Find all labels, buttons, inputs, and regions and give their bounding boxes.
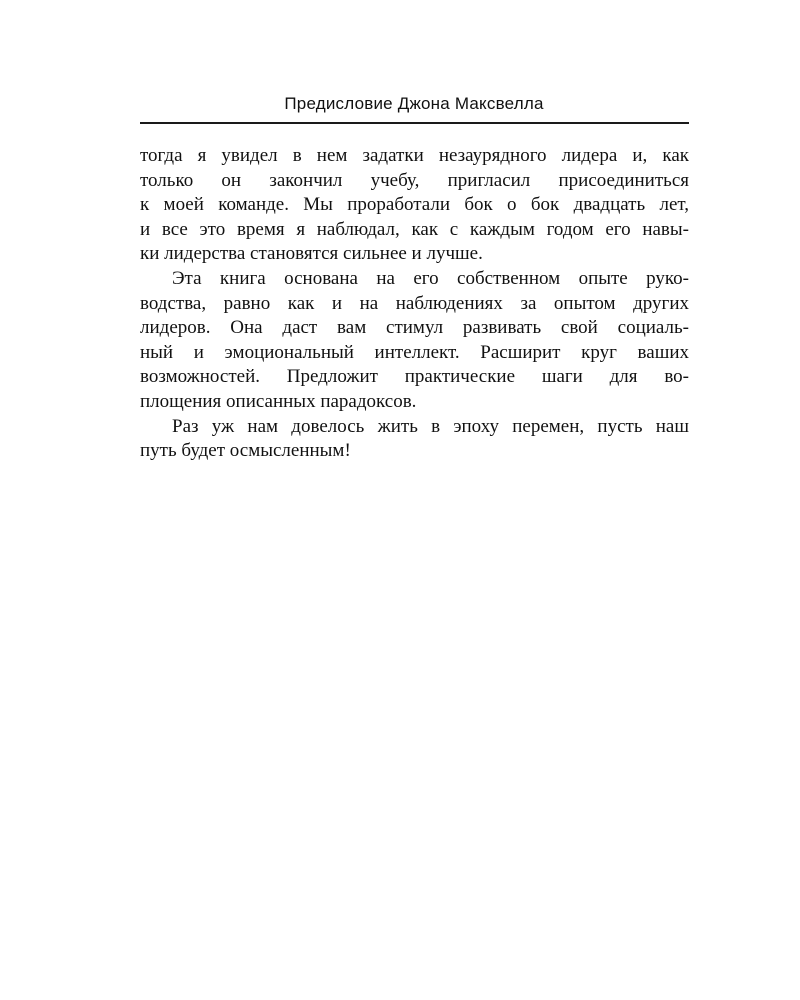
text-line: площения описанных парадоксов. xyxy=(140,390,417,412)
header-rule xyxy=(140,122,689,124)
text-line: к моей команде. Мы проработали бок о бок двадцать лет, xyxy=(140,194,689,216)
text-line: и все это время я наблюдал, как с каждым годом его навы- xyxy=(140,218,689,240)
text-line: ный и эмоциональный интеллект. Расширит круг ваших xyxy=(140,341,689,363)
body-text xyxy=(140,144,689,464)
text-line: тогда я увидел в нем задатки незаурядного лидера и, как xyxy=(140,145,689,166)
running-head: Предисловие Джона Максвелла xyxy=(284,94,544,113)
text-line: только он закончил учебу, пригласил присоединиться xyxy=(140,169,689,191)
text-line: водства, равно как и на наблюдениях за опытом других xyxy=(140,292,689,314)
text-line: ки лидерства становятся сильнее и лучше. xyxy=(140,243,483,265)
text-line: путь будет осмысленным! xyxy=(140,440,351,462)
text-line: возможностей. Предложит практические шаги для во- xyxy=(140,366,689,388)
text-line: Эта книга основана на его собственном опыте руко- xyxy=(172,267,689,289)
text-line: лидеров. Она даст вам стимул развивать свой социаль- xyxy=(140,317,689,339)
text-line: Раз уж нам довелось жить в эпоху перемен, пусть наш xyxy=(172,415,689,437)
